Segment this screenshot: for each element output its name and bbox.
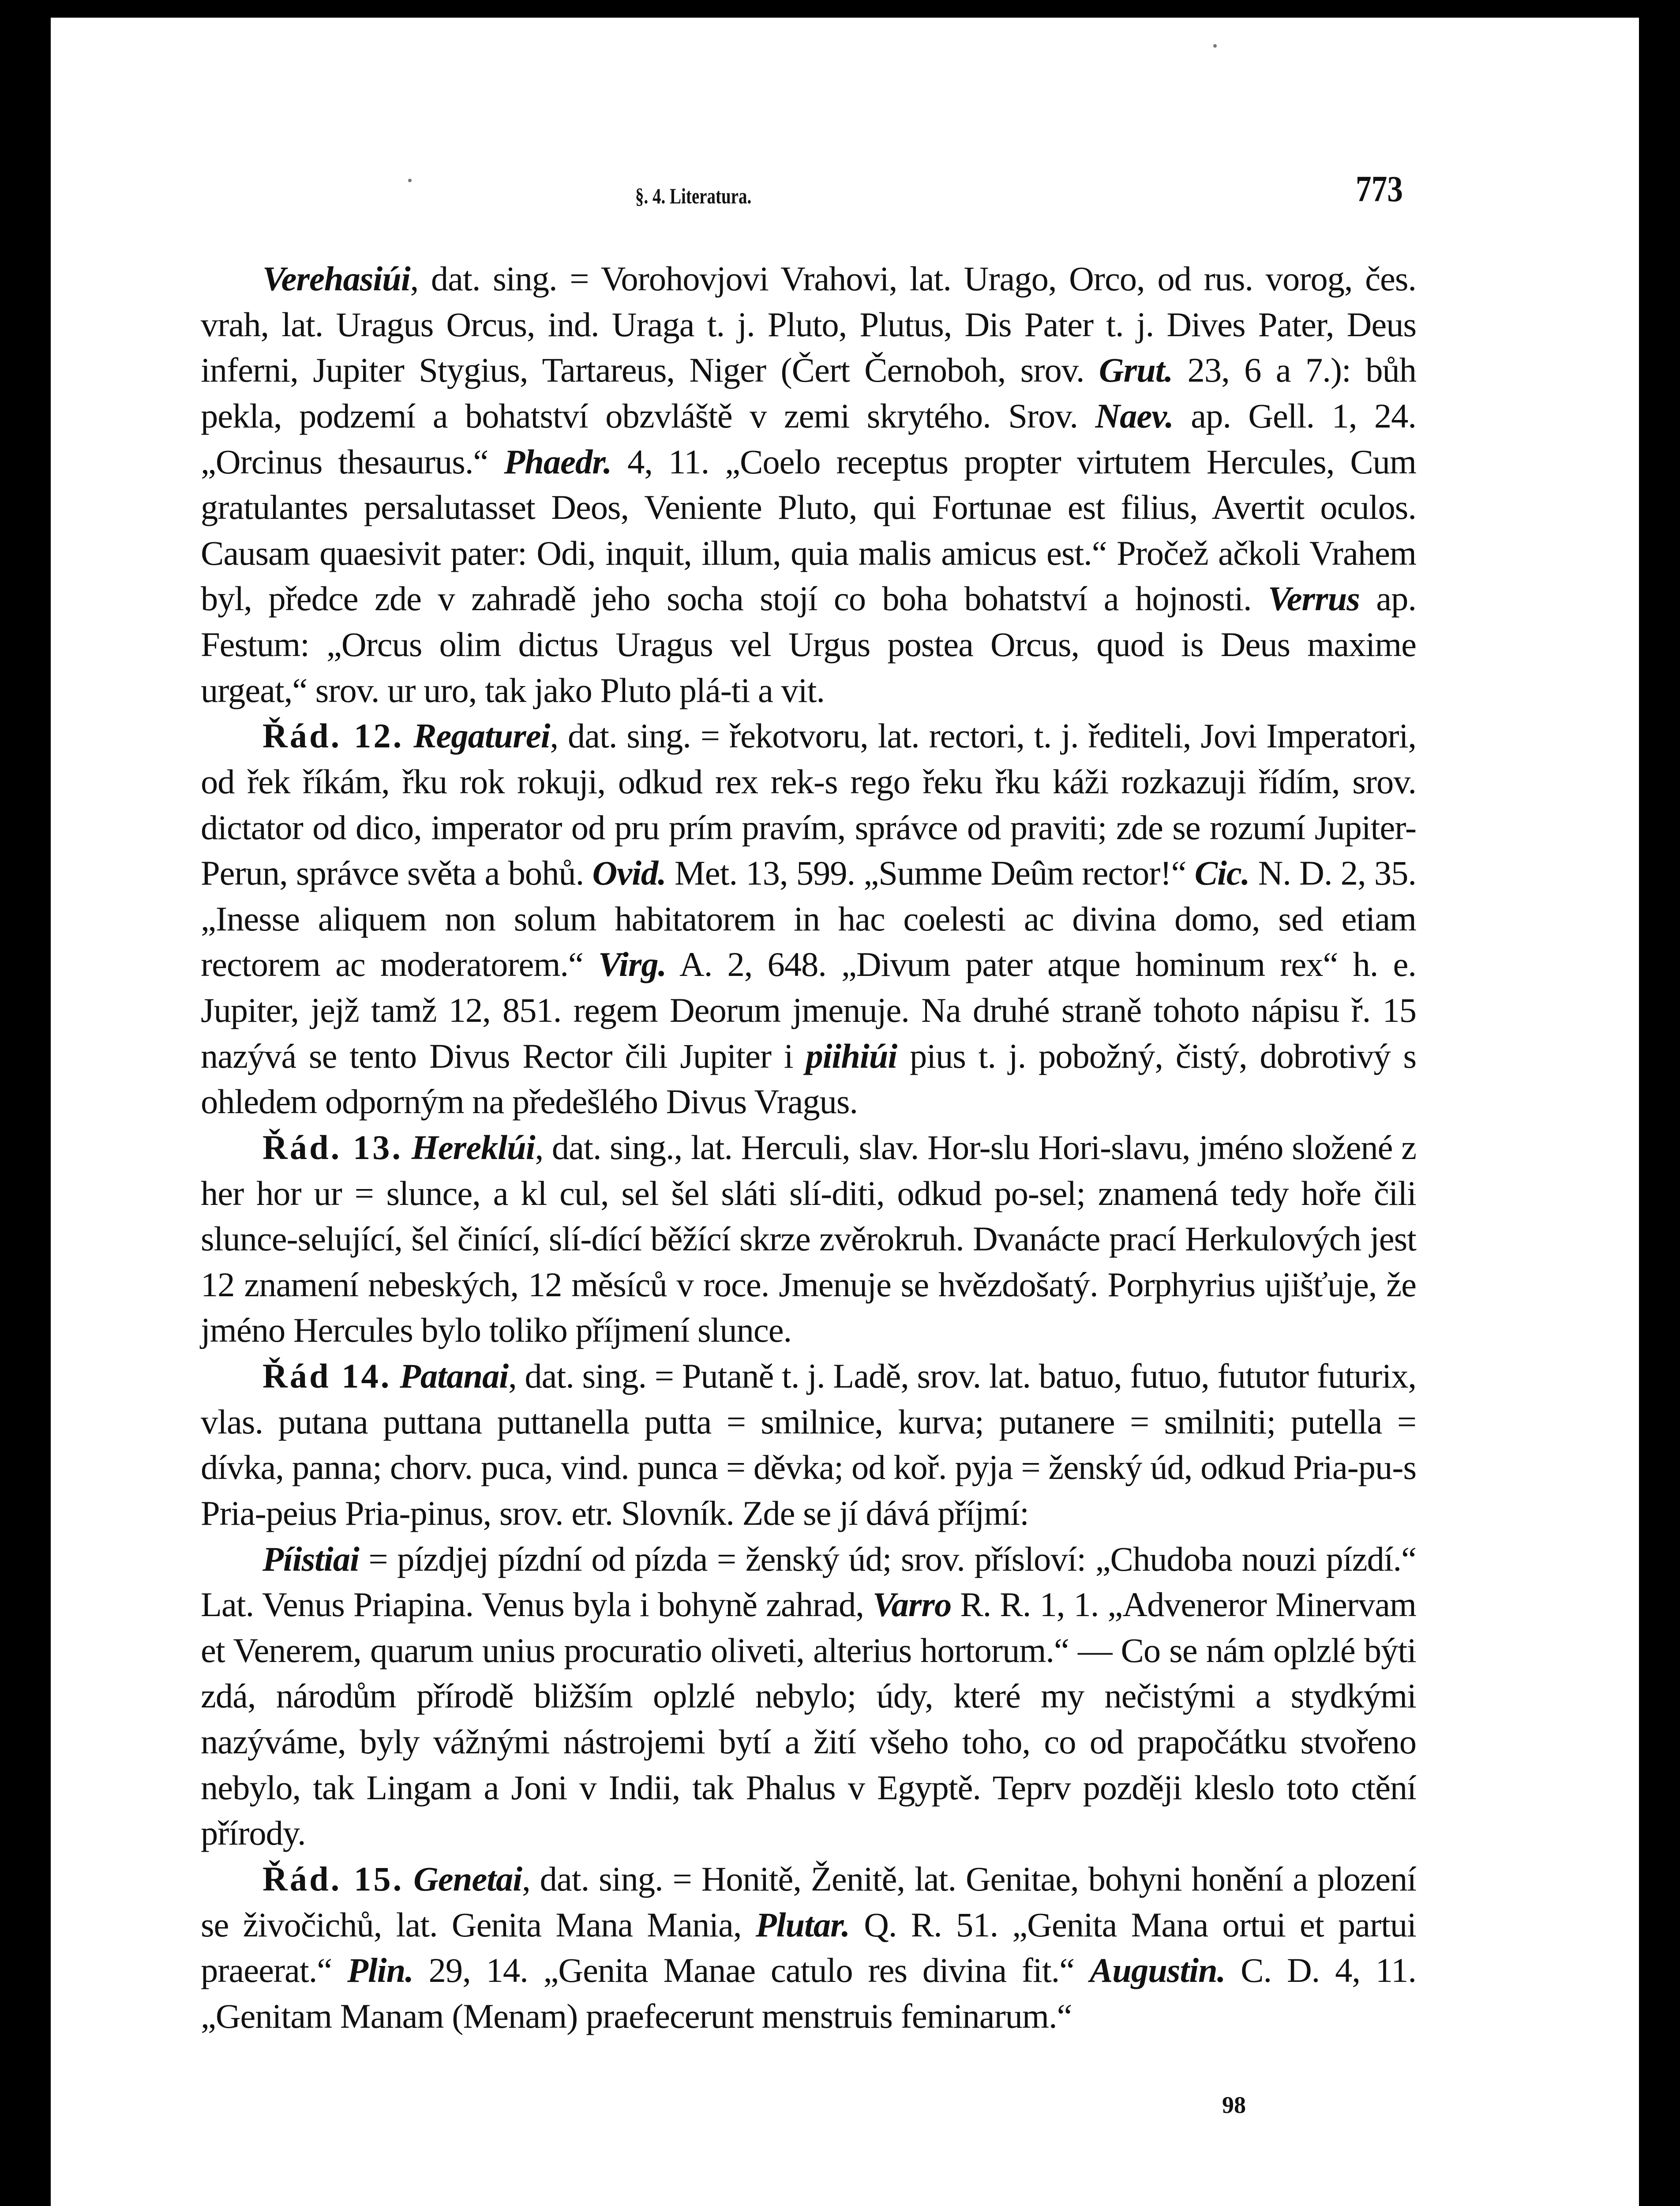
row-label: Řád. 12. [262,717,404,755]
emphasis: Varro [872,1585,952,1624]
running-header [635,163,1403,225]
paragraph-1 [201,256,1416,713]
emphasis: Píistiai [262,1539,359,1578]
page-number: 773 [1355,169,1403,210]
text-run: 23, 6 a 7.): bůh pekla, podzemí a bohatství obzvláště v zemi skrytého. Srov. [201,351,1416,435]
emphasis: Hereklúi [411,1128,535,1167]
emphasis: Plutar. [755,1905,850,1944]
emphasis: Genetai [413,1859,522,1898]
row-label: Řád. 15. [262,1859,404,1898]
speck [1213,44,1217,48]
text-run: 4, 11. „Coelo receptus propter virtutem Hercules, Cum gratulantes persalutasset Deos, Veniente Pluto, qui Fortunae est filius, Avertit oculos. Causam quaesivit pater: Odi, inquit, illum, quia malis amicus est.“ Pročež ačkoli Vrahem byl, předce zde v zahradě jeho socha stojí co boha bohatství a hojnosti. [201,442,1416,618]
emphasis: Phaedr. [504,442,612,481]
body-text [201,256,1416,2039]
text-run: , dat. sing. = řekotvoru, lat. rectori, t. j. řediteli, Jovi Imperatori, od řek říkám, řku rok rokuji, odkud rex rek-s rego řeku řku káži rozkazuji řídím, srov. dictator od dico, imperator od pru prím pravím, správce od praviti; zde se rozumí Jupiter-Perun, správce světa a bohů. [201,717,1417,893]
row-label: Řád. 13. [262,1128,403,1167]
text-run: 29, 14. „Genita Manae catulo res divina fit.“ [413,1951,1090,1990]
text-run: A. 2, 648. „Divum pater atque hominum rex“ h. e. Jupiter, jejž tamž 12, 851. regem Deorum jmenuje. Na druhé straně tohoto nápisu ř. 15 nazývá se tento Divus Rector čili Jupiter i [201,945,1416,1075]
paragraph-5 [201,1536,1416,1856]
paragraph-4 [201,1353,1416,1536]
text-run: Q. R. 51. „Genita Mana ortui et partui praeerat.“ [201,1905,1416,1990]
text-run: , dat. sing., lat. Herculi, slav. Hor-slu Hori-slavu, jméno složené z her hor ur = slunce, a kl cul, sel šel sláti slí-diti, odkud po-sel; znamená tedy hoře čili slunce-selující, šel činící, slí-dící běžící skrze zvěrokruh. Dvanácte prací Herkulových jest 12 znamení nebeských, 12 měsíců v roce. Jmenuje se hvězdošatý. Porphyrius ujišťuje, že jméno Hercules bylo toliko příjmení slunce. [201,1128,1416,1350]
emphasis: Verrus [1268,579,1360,618]
paragraph-6 [201,1856,1416,2039]
emphasis: Regaturei [413,717,550,755]
emphasis: Patanai [400,1357,509,1395]
paragraph-2 [201,713,1416,1125]
emphasis: Plin. [347,1951,413,1990]
emphasis: Grut. [1099,351,1173,390]
text-run: ap. Gell. 1, 24. „Orcinus thesaurus.“ [201,396,1416,481]
emphasis: Augustin. [1089,1951,1226,1990]
row-label: Řád 14. [262,1357,392,1395]
emphasis: Naev. [1095,396,1174,435]
emphasis: Cic. [1194,854,1250,893]
emphasis: piihiúi [806,1036,897,1075]
section-title: §. 4. Literatura. [635,184,752,208]
text-run: R. R. 1, 1. „Adveneror Minervam et Venerem, quarum unius procuratio oliveti, alterius hortorum.“ — Co se nám oplzlé býti zdá, národům přírodě bližším oplzlé nebylo; údy, které my nečistými a stydkými nazýváme, byly vážnými nástrojemi bytí a žití všeho toho, co od prapočátku stvořeno nebylo, tak Lingam a Joni v Indii, tak Phalus v Egyptě. Teprv později kleslo toto ctění přírody. [201,1585,1416,1853]
text-run: C. D. 4, 11. „Genitam Manam (Menam) praefecerunt menstruis feminarum.“ [201,1951,1416,2035]
text-run: Met. 13, 599. „Summe Deûm rector!“ [666,854,1195,893]
emphasis: Virg. [598,945,667,984]
emphasis: Verehasiúi [262,259,410,298]
speck [408,179,412,182]
document-page [51,18,1639,2206]
signature-mark: 98 [1222,2092,1246,2118]
paragraph-3 [201,1125,1416,1353]
text-run: ap. Festum: „Orcus olim dictus Uragus vel Urgus postea Orcus, quod is Deus maxime urgeat,“ srov. ur uro, tak jako Pluto plá-ti a vit. [201,579,1417,709]
emphasis: Ovid. [592,854,666,893]
text-run: pius t. j. pobožný, čistý, dobrotivý s ohledem odporným na předešlého Divus Vragus. [201,1036,1416,1121]
text-run: , dat. sing. = Vorohovjovi Vrahovi, lat. Urago, Orco, od rus. vorog, čes. vrah, lat. Uragus Orcus, ind. Uraga t. j. Pluto, Plutus, Dis Pater t. j. Dives Pater, Deus inferni, Jupiter Stygius, Tartareus, Niger (Čert Černoboh, srov. [201,259,1416,390]
text-run: , dat. sing. = Putaně t. j. Ladě, srov. lat. batuo, futuo, fututor futurix, vlas. putana puttana puttanella putta = smilnice, kurva; putanere = smilniti; putella = dívka, panna; chorv. puca, vind. punca = děvka; od koř. pyja = ženský úd, odkud Pria-pu-s Pria-peius Pria-pinus, srov. etr. Slovník. Zde se jí dává příjmí: [201,1357,1417,1532]
text-run: , dat. sing. = Honitě, Ženitě, lat. Genitae, bohyni honění a plození se živočichů, lat. Genita Mana Mania, [201,1859,1417,1944]
text-run: = pízdjej pízdní od pízda = ženský úd; srov. přísloví: „Chudoba nouzi pízdí.“ Lat. Venus Priapina. Venus byla i bohyně zahrad, [201,1539,1416,1624]
text-run: N. D. 2, 35. „Inesse aliquem non solum habitatorem in hac coelesti ac divina domo, sed etiam rectorem ac moderatorem.“ [201,854,1416,984]
